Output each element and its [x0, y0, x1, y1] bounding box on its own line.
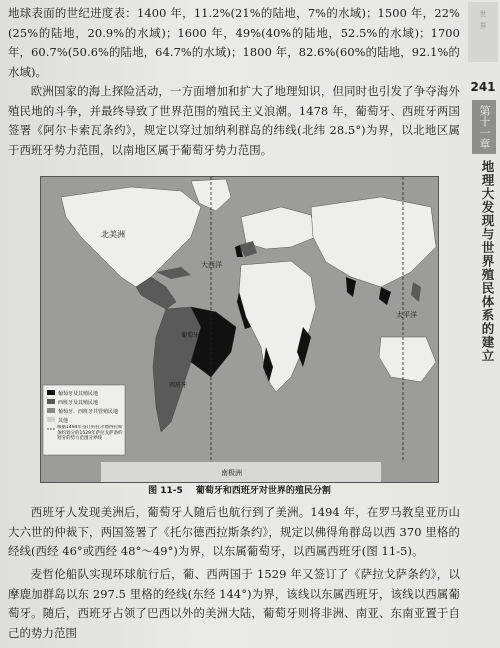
figure-caption: [40, 483, 439, 499]
legend-note: 根据1494年签订的托尔德西拉斯条约划分的1529年萨拉戈萨条约划分的势力范围分界线: [57, 425, 123, 441]
map-legend: [43, 385, 125, 455]
svg-text:界: 界: [479, 22, 487, 30]
world-map-svg: [41, 177, 438, 482]
paragraph-progress-table: 地球表面的世纪进度表：1400 年，11.2%(21%的陆地，7%的水域)；1500 年，22%(25%的陆地，20.9%的水域)；1600 年，49%(40%的陆地，52.5%的水域)；1700 年，60.7%(50.6%的陆地，64.7%的水域)；1800 年，82.6%(60%的陆地，92.1%的水域)。: [8, 6, 460, 79]
legend-swatch-0: [47, 390, 55, 395]
label-north-america: 北美洲: [101, 230, 125, 239]
legend-swatch-3: [47, 417, 55, 422]
legend-label-1: 西班牙及其殖民地: [58, 400, 99, 406]
paragraph-zaragoza: 麦哲伦船队实现环球航行后，葡、西两国于 1529 年又签订了《萨拉戈萨条约》，以摩鹿加群岛以东 297.5 里格的经线(东经 144°)为界，该线以东属西班牙，该线以西属葡萄牙。随后，西班牙占领了巴西以外的美洲大陆，葡萄牙则将非洲、南亚、东南亚置于自己的势力范围: [8, 567, 460, 640]
legend-label-2: 葡萄牙、西班牙共管殖民地: [58, 409, 119, 415]
chapter-title: 地理大发现与世界殖民体系的建立: [480, 160, 495, 363]
figure-title: 葡萄牙和西班牙对世界的殖民分割: [195, 486, 331, 496]
label-spain: 西班牙: [169, 382, 188, 389]
legend-swatch-1: [47, 399, 55, 404]
svg-text:世: 世: [479, 10, 487, 18]
legend-label-3: 其他: [58, 418, 69, 424]
figure-number: 图 11-5: [148, 486, 183, 496]
chapter-tab: 第十一章: [472, 100, 496, 154]
legend-swatch-2: [47, 408, 55, 413]
colonial-division-map: [40, 176, 439, 483]
label-portugal: 葡萄牙: [181, 332, 200, 339]
page-corner-decoration: [468, 2, 498, 62]
paragraph-tordesillas: 西班牙人发现美洲后，葡萄牙人随后也航行到了美洲。1494 年，在罗马教皇亚历山大六世的仲裁下，两国签署了《托尔德西拉斯条约》，规定以佛得角群岛以西 370 里格的经线(西经 46°或西经 48°～49°)为界，以东属葡萄牙，以西属西班牙(图 11-5)。: [8, 505, 460, 559]
page-number: 241: [470, 80, 496, 94]
label-pacific: 太平洋: [396, 311, 417, 319]
label-atlantic: 大西洋: [201, 261, 222, 269]
paragraph-colonial-struggle: 欧洲国家的海上探险活动，一方面增加和扩大了地理知识，但同时也引发了争夺海外殖民地的斗争，并最终导致了世界范围的殖民主义浪潮。1478 年，葡萄牙、西班牙两国签署《阿尔卡索瓦条约》，规定以穿过加纳利群岛的纬线(北纬 28.5°)为界，以北地区属于西班牙势力范围，以南地区属于葡萄牙势力范围。: [8, 84, 460, 157]
label-south-pole: 南极洲: [221, 469, 242, 477]
legend-label-0: 葡萄牙及其殖民地: [58, 391, 99, 397]
